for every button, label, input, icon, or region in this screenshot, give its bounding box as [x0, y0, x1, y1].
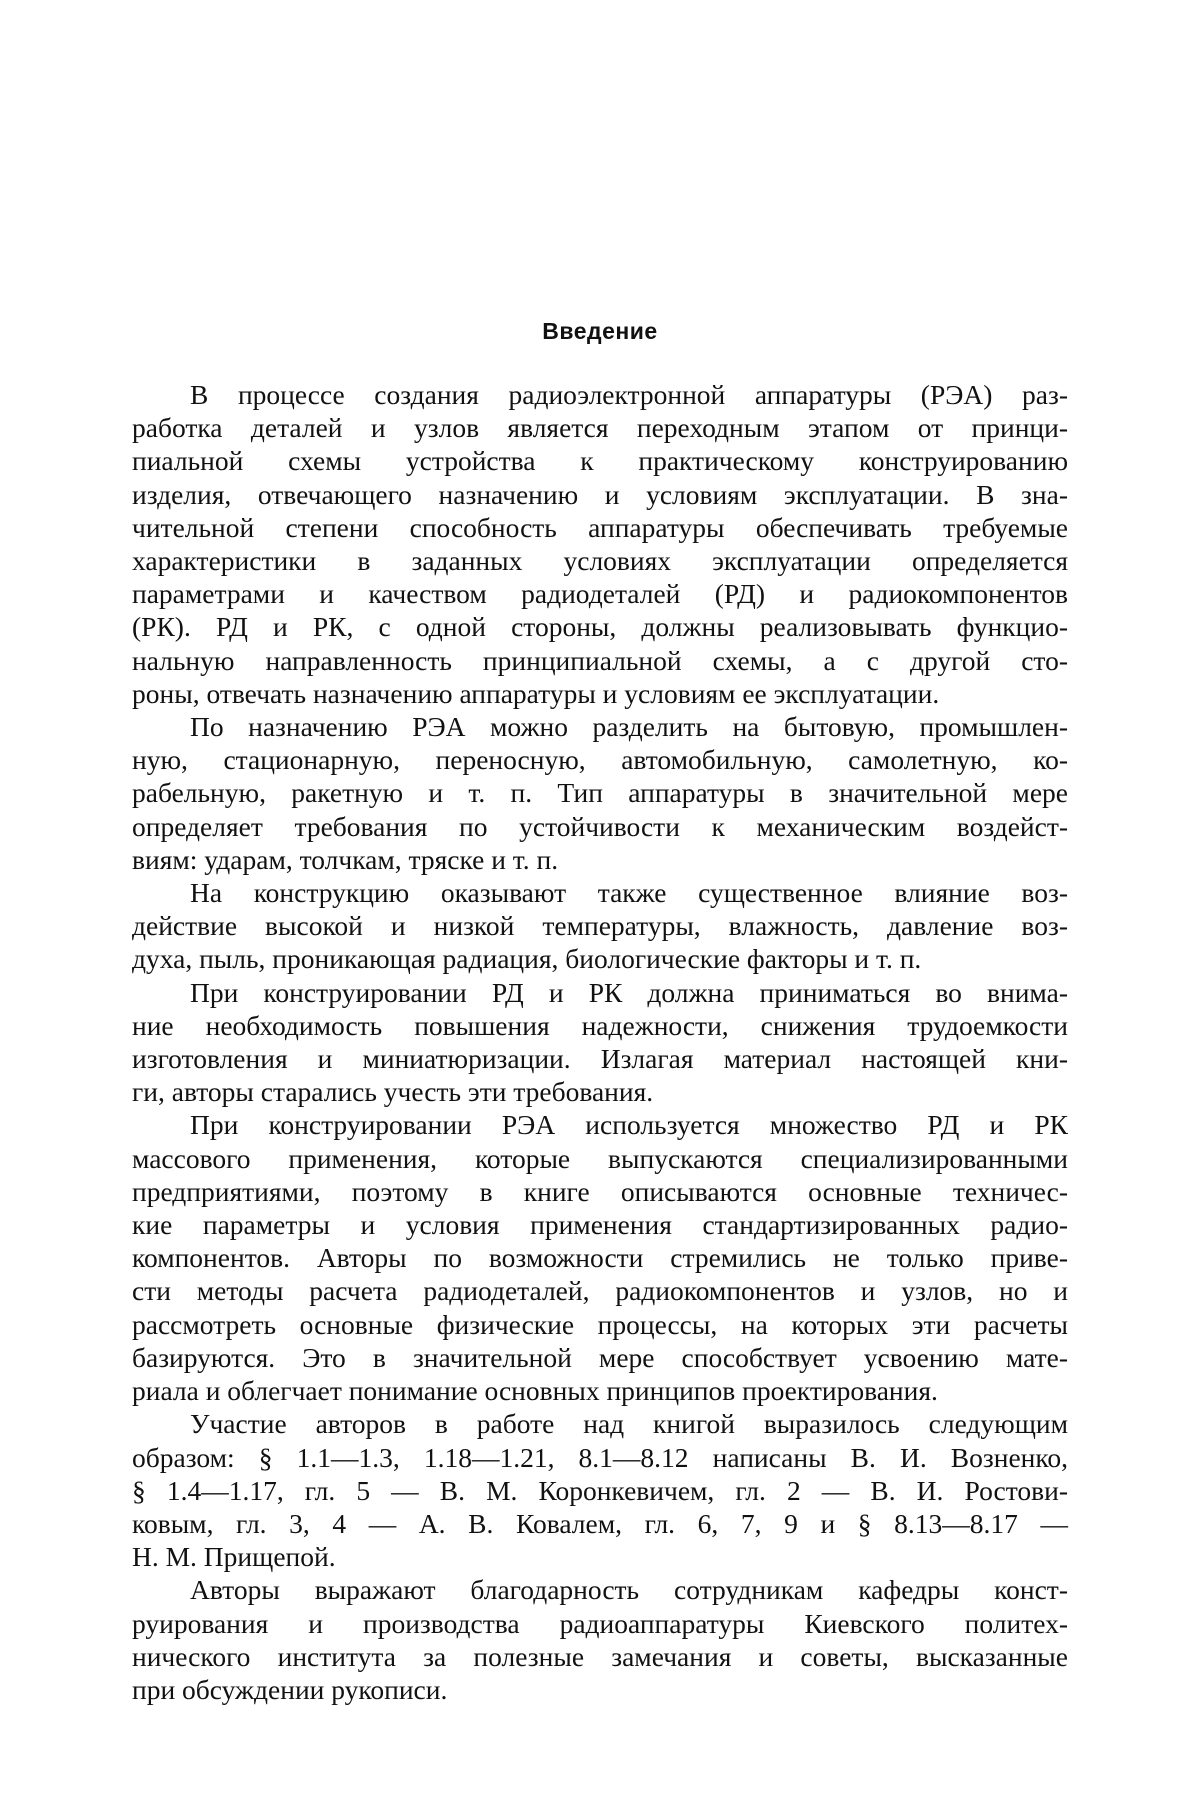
text-line: виям: ударам, толчкам, тряске и т. п. [132, 843, 559, 875]
paragraph [132, 1108, 1068, 1407]
text-line: базируются. Это в значительной мере способствует усвоению мате- [132, 1341, 1068, 1373]
text-line: ги, авторы старались учесть эти требования. [132, 1076, 654, 1108]
text-line: кие параметры и условия применения стандартизированных радио- [132, 1209, 1068, 1241]
text-line: Н. М. Прищепой. [132, 1541, 336, 1573]
text-line: риала и облегчает понимание основных принципов проектирования. [132, 1375, 938, 1407]
text-line: Авторы выражают благодарность сотрудникам кафедры конст- [190, 1574, 1068, 1606]
text-line: массового применения, которые выпускаются специализированными [132, 1142, 1068, 1174]
paragraph [132, 976, 1068, 1109]
text-line: чительной степени способность аппаратуры обеспечивать требуемые [132, 511, 1068, 543]
text-line: изделия, отвечающего назначению и условиям эксплуатации. В зна- [132, 478, 1068, 510]
text-line: ковым, гл. 3, 4 — А. В. Ковалем, гл. 6, 7, 9 и § 8.13—8.17 — [132, 1507, 1068, 1539]
text-line: при обсуждении рукописи. [132, 1673, 448, 1705]
text-line: (РК). РД и РК, с одной стороны, должны реализовывать функцио- [132, 611, 1068, 643]
paragraph [132, 876, 1068, 976]
text-line: На конструкцию оказывают также существенное влияние воз- [190, 877, 1068, 909]
text-line: действие высокой и низкой температуры, влажность, давление воз- [132, 910, 1068, 942]
text-line: работка деталей и узлов является переходным этапом от принци- [132, 412, 1068, 444]
paragraph [132, 1573, 1068, 1706]
text-line: ние необходимость повышения надежности, снижения трудоемкости [132, 1009, 1068, 1041]
text-line: пиальной схемы устройства к практическому конструированию [132, 445, 1068, 477]
page-title: Введение [542, 318, 658, 344]
text-line: параметрами и качеством радиодеталей (РД) и радиокомпонентов [132, 578, 1068, 610]
paragraph [132, 1407, 1068, 1573]
text-line: компонентов. Авторы по возможности стремились не только приве- [132, 1242, 1068, 1274]
text-line: сти методы расчета радиодеталей, радиокомпонентов и узлов, но и [132, 1275, 1068, 1307]
text-line: нальную направленность принципиальной схемы, а с другой сто- [132, 644, 1068, 676]
text-line: При конструировании РЭА используется множество РД и РК [190, 1109, 1068, 1141]
text-line: При конструировании РД и РК должна приниматься во внима- [190, 976, 1068, 1008]
text-line: По назначению РЭА можно разделить на бытовую, промышлен- [190, 711, 1068, 743]
text-line: Участие авторов в работе над книгой выразилось следующим [190, 1408, 1068, 1440]
text-line: изготовления и миниатюризации. Излагая материал настоящей кни- [132, 1043, 1068, 1075]
text-line: определяет требования по устойчивости к механическим воздейст- [132, 810, 1068, 842]
text-line: рассмотреть основные физические процессы, на которых эти расчеты [132, 1308, 1068, 1340]
text-line: нического института за полезные замечания и советы, высказанные [132, 1640, 1068, 1672]
text-line: ную, стационарную, переносную, автомобильную, самолетную, ко- [132, 744, 1068, 776]
text-line: образом: § 1.1—1.3, 1.18—1.21, 8.1—8.12 написаны В. И. Возненко, [132, 1441, 1068, 1473]
paragraph [132, 710, 1068, 876]
text-line: предприятиями, поэтому в книге описываются основные техничес- [132, 1175, 1068, 1207]
body-text [132, 378, 1068, 1706]
text-line: роны, отвечать назначению аппаратуры и условиям ее эксплуатации. [132, 677, 940, 709]
text-line: § 1.4—1.17, гл. 5 — В. М. Коронкевичем, гл. 2 — В. И. Ростови- [132, 1474, 1068, 1506]
text-line: В процессе создания радиоэлектронной аппаратуры (РЭА) раз- [190, 379, 1068, 410]
text-line: руирования и производства радиоаппаратуры Киевского политех- [132, 1607, 1068, 1639]
paragraph [132, 378, 1068, 710]
text-line: духа, пыль, проникающая радиация, биологические факторы и т. п. [132, 943, 922, 975]
text-line: характеристики в заданных условиях эксплуатации определяется [132, 545, 1068, 577]
text-line: рабельную, ракетную и т. п. Тип аппаратуры в значительной мере [132, 777, 1068, 809]
